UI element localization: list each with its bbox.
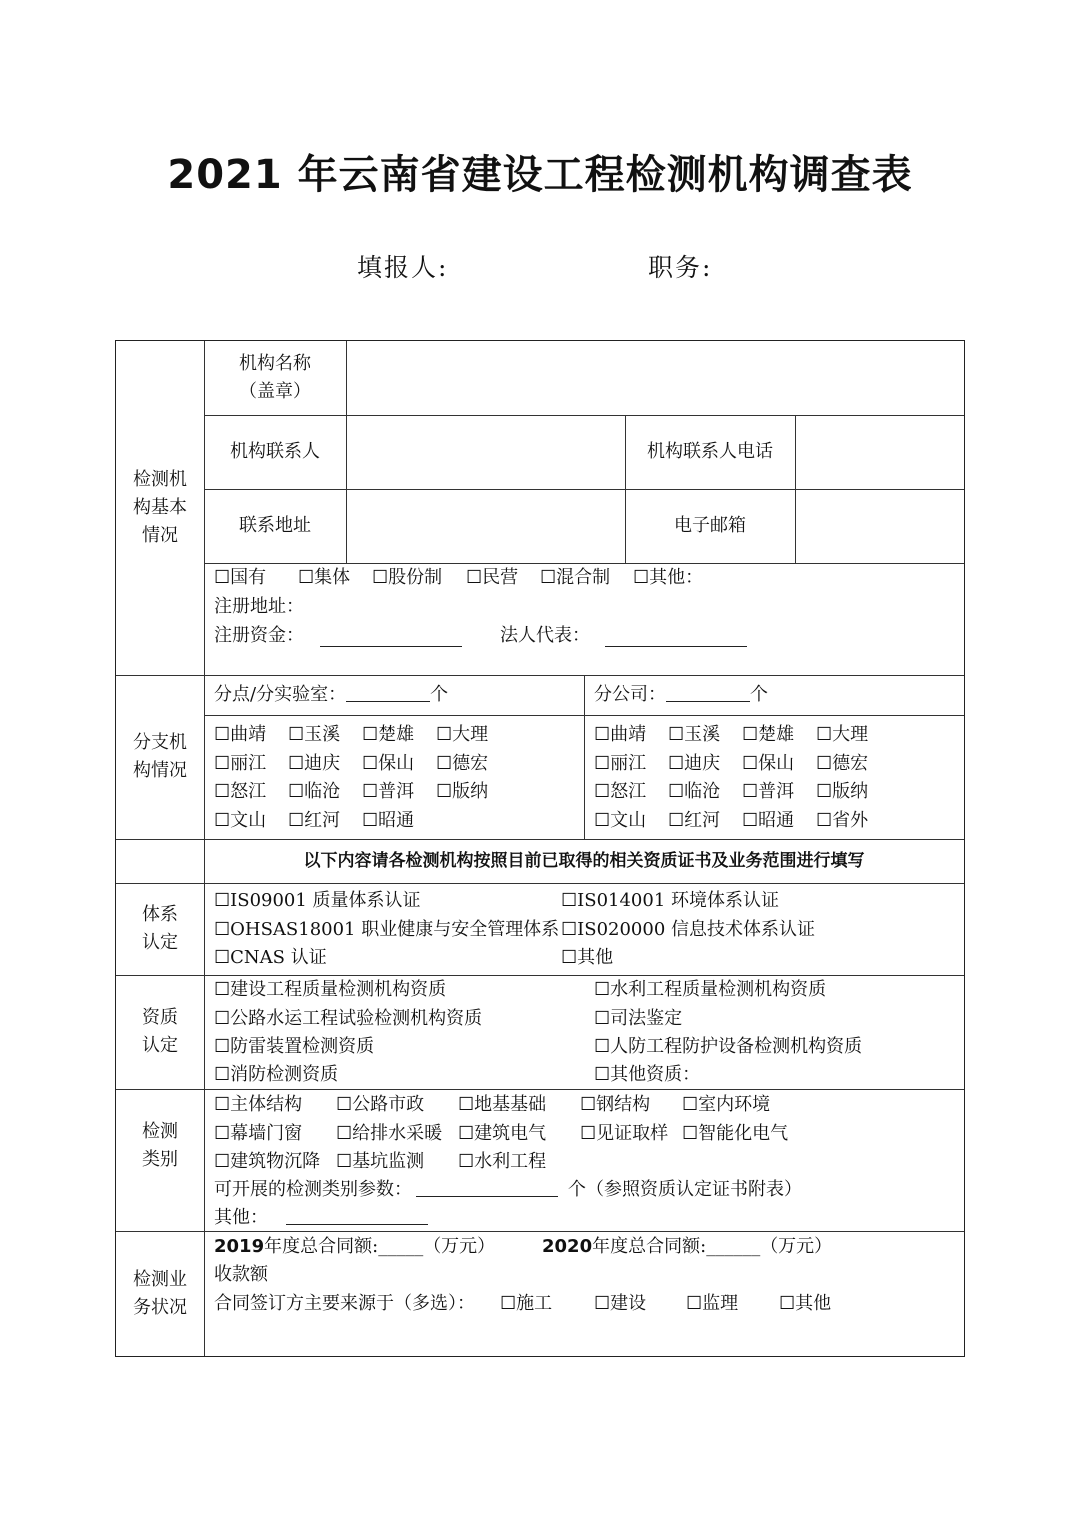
survey-table — [115, 340, 965, 1357]
reg-capital-label: 注册资金： — [214, 625, 304, 646]
branch-left-checkbox-r2-c2[interactable]: ☐普洱 — [362, 781, 415, 802]
email-field[interactable] — [799, 493, 959, 559]
email-label: 电子邮箱 — [674, 515, 746, 536]
branch-left-checkbox-r1-c3[interactable]: ☐德宏 — [436, 752, 489, 774]
contract-2019-blank[interactable]: _____ — [378, 1236, 424, 1257]
section-basic-info: 检测机 构基本 情况 — [133, 469, 187, 546]
branch-right-checkbox-r0-c0[interactable]: ☐曲靖 — [594, 724, 647, 745]
branch-right-checkbox-r2-c2[interactable]: ☐普洱 — [742, 781, 795, 802]
branch-right-checkbox-r2-c3[interactable]: ☐版纳 — [816, 781, 869, 802]
qual-lightning[interactable]: ☐防雷装置检测资质 — [214, 1036, 375, 1057]
category-other-blank[interactable] — [286, 1204, 428, 1225]
branch-left-checkbox-r3-c0[interactable]: ☐文山 — [214, 809, 267, 831]
source-label: 合同签订方主要来源于（多选）： — [214, 1293, 475, 1314]
qual-other[interactable]: ☐其他资质： — [594, 1064, 701, 1085]
category-checkbox-r0-c2[interactable]: ☐地基基础 — [458, 1094, 547, 1115]
branch-right-checkbox-r0-c2[interactable]: ☐楚雄 — [742, 724, 795, 745]
branch-left-checkbox-r3-c2[interactable]: ☐昭通 — [362, 809, 415, 831]
branch-right-checkbox-r2-c1[interactable]: ☐临沧 — [668, 781, 721, 802]
source-owner[interactable]: ☐建设 — [594, 1293, 647, 1314]
legal-rep-blank[interactable] — [605, 626, 747, 647]
qual-highway[interactable]: ☐公路水运工程试验检测机构资质 — [214, 1008, 483, 1029]
reg-address-label: 注册地址： — [214, 596, 304, 617]
section-category: 检测 类别 — [142, 1121, 178, 1170]
branch-left-checkbox-r2-c1[interactable]: ☐临沧 — [288, 781, 341, 802]
branch-right-checkbox-r3-c0[interactable]: ☐文山 — [594, 809, 647, 831]
qual-water[interactable]: ☐水利工程质量检测机构资质 — [594, 979, 827, 1000]
system-other[interactable]: ☐其他 — [561, 947, 614, 968]
source-construction[interactable]: ☐施工 — [500, 1293, 553, 1314]
category-other: 其他： — [214, 1204, 428, 1232]
section-branch: 分支机 构情况 — [133, 732, 187, 781]
branch-labs-label: 分点/分实验室： 个 — [214, 681, 448, 709]
branch-right-checkbox-r3-c1[interactable]: ☐红河 — [668, 809, 721, 831]
section-qualification: 资质 认定 — [142, 1007, 178, 1056]
branch-right-checkbox-r1-c2[interactable]: ☐保山 — [742, 752, 795, 774]
category-params-blank[interactable] — [416, 1176, 558, 1197]
category-checkbox-r1-c0[interactable]: ☐幕墙门窗 — [214, 1122, 303, 1144]
branch-right-checkbox-r0-c3[interactable]: ☐大理 — [816, 724, 869, 745]
category-checkbox-r0-c4[interactable]: ☐室内环境 — [682, 1094, 771, 1115]
address-label: 联系地址 — [239, 515, 311, 536]
contract-2020-blank[interactable]: ______ — [706, 1236, 761, 1257]
branch-left-checkbox-r2-c0[interactable]: ☐怒江 — [214, 781, 267, 802]
category-checkbox-r1-c1[interactable]: ☐给排水采暖 — [336, 1122, 443, 1144]
ownership-shareholding[interactable]: ☐股份制 — [372, 567, 443, 588]
contract-2019: 2019年度总合同额:_____（万元） — [214, 1236, 496, 1257]
branch-right-checkbox-r1-c0[interactable]: ☐丽江 — [594, 752, 647, 774]
contact-label: 机构联系人 — [230, 441, 320, 462]
branch-left-checkbox-r1-c0[interactable]: ☐丽江 — [214, 752, 267, 774]
system-iso20000[interactable]: ☐IS020000 信息技术体系认证 — [561, 919, 816, 940]
system-cnas[interactable]: ☐CNAS 认证 — [214, 947, 327, 968]
contract-2020: 2020年度总合同额:______（万元） — [542, 1236, 833, 1257]
page-title: 2021 年云南省建设工程检测机构调查表 — [167, 152, 913, 198]
phone-label: 机构联系人电话 — [647, 441, 773, 462]
branch-right-checkbox-r1-c3[interactable]: ☐德宏 — [816, 752, 869, 774]
source-other[interactable]: ☐其他 — [779, 1293, 832, 1314]
section-business: 检测业 务状况 — [133, 1269, 187, 1318]
branch-right-checkbox-r2-c0[interactable]: ☐怒江 — [594, 781, 647, 802]
receipts-label: 收款额 — [214, 1264, 268, 1285]
branch-right-checkbox-r3-c2[interactable]: ☐昭通 — [742, 809, 795, 831]
category-checkbox-r2-c1[interactable]: ☐基坑监测 — [336, 1151, 425, 1172]
branch-left-checkbox-r0-c2[interactable]: ☐楚雄 — [362, 724, 415, 745]
system-ohsas18001[interactable]: ☐OHSAS18001 职业健康与安全管理体系 — [214, 919, 560, 940]
system-iso9001[interactable]: ☐IS09001 质量体系认证 — [214, 890, 421, 911]
category-checkbox-r0-c0[interactable]: ☐主体结构 — [214, 1094, 303, 1115]
qual-fire[interactable]: ☐消防检测资质 — [214, 1064, 339, 1085]
ownership-private[interactable]: ☐民营 — [466, 567, 519, 588]
branch-right-checkbox-r0-c1[interactable]: ☐玉溪 — [668, 724, 721, 745]
org-name-field[interactable] — [350, 345, 960, 411]
branch-company-blank[interactable] — [666, 681, 750, 702]
ownership-collective[interactable]: ☐集体 — [298, 567, 351, 588]
ownership-other[interactable]: ☐其他： — [633, 567, 704, 588]
address-field[interactable] — [350, 493, 620, 559]
source-supervision[interactable]: ☐监理 — [686, 1293, 739, 1314]
category-checkbox-r0-c1[interactable]: ☐公路市政 — [336, 1094, 425, 1115]
section-system: 体系 认定 — [142, 904, 178, 953]
branch-right-checkbox-r3-c3[interactable]: ☐省外 — [816, 809, 869, 831]
branch-left-checkbox-r0-c3[interactable]: ☐大理 — [436, 724, 489, 745]
branch-left-checkbox-r3-c1[interactable]: ☐红河 — [288, 809, 341, 831]
branch-left-checkbox-r1-c2[interactable]: ☐保山 — [362, 752, 415, 774]
ownership-state[interactable]: ☐国有 — [214, 567, 267, 588]
notice-text: 以下内容请各检测机构按照目前已取得的相关资质证书及业务范围进行填写 — [303, 851, 865, 871]
org-name-label: 机构名称 （盖章） — [239, 353, 311, 402]
branch-left-checkbox-r0-c1[interactable]: ☐玉溪 — [288, 724, 341, 745]
branch-right-checkbox-r1-c1[interactable]: ☐迪庆 — [668, 752, 721, 774]
contact-field[interactable] — [350, 419, 620, 485]
branch-left-checkbox-r2-c3[interactable]: ☐版纳 — [436, 781, 489, 802]
qual-judicial[interactable]: ☐司法鉴定 — [594, 1008, 683, 1029]
category-checkbox-r1-c3[interactable]: ☐见证取样 — [580, 1122, 669, 1144]
category-checkbox-r1-c2[interactable]: ☐建筑电气 — [458, 1122, 547, 1144]
branch-left-checkbox-r0-c0[interactable]: ☐曲靖 — [214, 724, 267, 745]
category-checkbox-r0-c3[interactable]: ☐钢结构 — [580, 1094, 651, 1115]
position-label: 职务: — [648, 253, 713, 282]
system-iso14001[interactable]: ☐IS014001 环境体系认证 — [561, 890, 780, 911]
phone-field[interactable] — [799, 419, 959, 485]
qual-civil-defense[interactable]: ☐人防工程防护设备检测机构资质 — [594, 1036, 863, 1057]
reg-capital-blank[interactable] — [320, 626, 462, 647]
branch-left-checkbox-r1-c1[interactable]: ☐迪庆 — [288, 752, 341, 774]
category-checkbox-r1-c4[interactable]: ☐智能化电气 — [682, 1122, 789, 1144]
branch-labs-blank[interactable] — [346, 681, 430, 702]
ownership-mixed[interactable]: ☐混合制 — [540, 567, 611, 588]
legal-rep-label: 法人代表： — [500, 625, 590, 646]
category-checkbox-r2-c2[interactable]: ☐水利工程 — [458, 1151, 547, 1172]
qual-construction[interactable]: ☐建设工程质量检测机构资质 — [214, 979, 447, 1000]
filler-label: 填报人: — [357, 253, 449, 282]
branch-company-label: 分公司： 个 — [594, 681, 768, 709]
category-params: 可开展的检测类别参数： 个（参照资质认定证书附表） — [214, 1176, 802, 1204]
category-checkbox-r2-c0[interactable]: ☐建筑物沉降 — [214, 1151, 321, 1172]
